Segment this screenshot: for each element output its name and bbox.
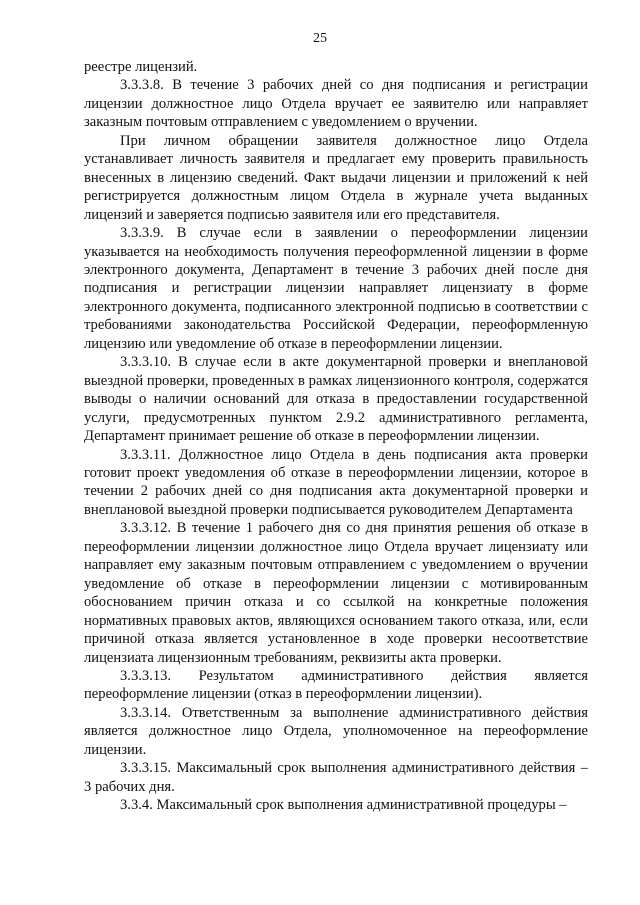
paragraph-3-3-4: 3.3.4. Максимальный срок выполнения административной процедуры – (120, 797, 567, 814)
paragraph-personal-visit: При личном обращении заявителя должностное лицо Отдела устанавливает личность заявителя и предлагает ему проверить правильность внесенных в лицензию сведений. Факт выдачи лицензии и приложений к ней регистрируется должностным лицом Отдела в журнале учета выданных лицензий и заверяется подписью заявителя или его представителя. (84, 132, 588, 223)
paragraph-3-3-3-14: 3.3.3.14. Ответственным за выполнение административного действия является должностное лицо Отдела, уполномоченное на переоформление лицензии. (84, 704, 588, 758)
document-body (84, 58, 588, 815)
paragraph-3-3-3-8: 3.3.3.8. В течение 3 рабочих дней со дня подписания и регистрации лицензии должностное лицо Отдела вручает ее заявителю или направляет заказным почтовым отправлением с уведомлением о вручении. (84, 77, 588, 131)
paragraph-3-3-3-15: 3.3.3.15. Максимальный срок выполнения административного действия – 3 рабочих дня. (84, 760, 588, 795)
paragraph-3-3-3-10: 3.3.3.10. В случае если в акте документарной проверки и внеплановой выездной проверки, проведенных в рамках лицензионного контроля, содержатся выводы о наличии оснований для отказа в предоставлении государственной услуги, предусмотренных пунктом 2.9.2 административного регламента, Департамент принимает решение об отказе в переоформлении лицензии. (84, 354, 588, 445)
page-number: 25 (313, 31, 327, 46)
paragraph-3-3-3-9: 3.3.3.9. В случае если в заявлении о переоформлении лицензии указывается на необходимость получения переоформленной лицензии в форме электронного документа, Департамент в течение 3 рабочих дней после дня подписания и регистрации лицензии направляет лицензиату в форме электронного документа, подписанного электронной подписью в соответствии с требованиями законодательства Российской Федерации, переоформленную лицензию или уведомление об отказе в переоформлении лицензии. (84, 225, 588, 352)
paragraph-3-3-3-12: 3.3.3.12. В течение 1 рабочего дня со дня принятия решения об отказе в переоформлении лицензии должностное лицо Отдела вручает лицензиату или направляет ему заказным почтовым отправлением с уведомлением о вручении уведомление об отказе в переоформлении лицензии с мотивированным обоснованием причин отказа и со ссылкой на конкретные положения нормативных правовых актов, являющихся основанием такого отказа, или, если причиной отказа является установленное в ходе проверки несоответствие лицензиата лицензионным требованиям, реквизиты акта проверки. (84, 520, 588, 666)
paragraph-3-3-3-13: 3.3.3.13. Результатом административного действия является переоформление лицензии (отказ в переоформлении лицензии). (84, 667, 588, 703)
paragraph-3-3-3-11: 3.3.3.11. Должностное лицо Отдела в день подписания акта проверки готовит проект уведомления об отказе в переоформлении лицензии, которое в течении 2 рабочих дней со дня подписания акта документарной проверки и внеплановой выездной проверки подписывается руководителем Департамента (84, 446, 588, 518)
paragraph-continuation: реестре лицензий. (84, 59, 198, 75)
